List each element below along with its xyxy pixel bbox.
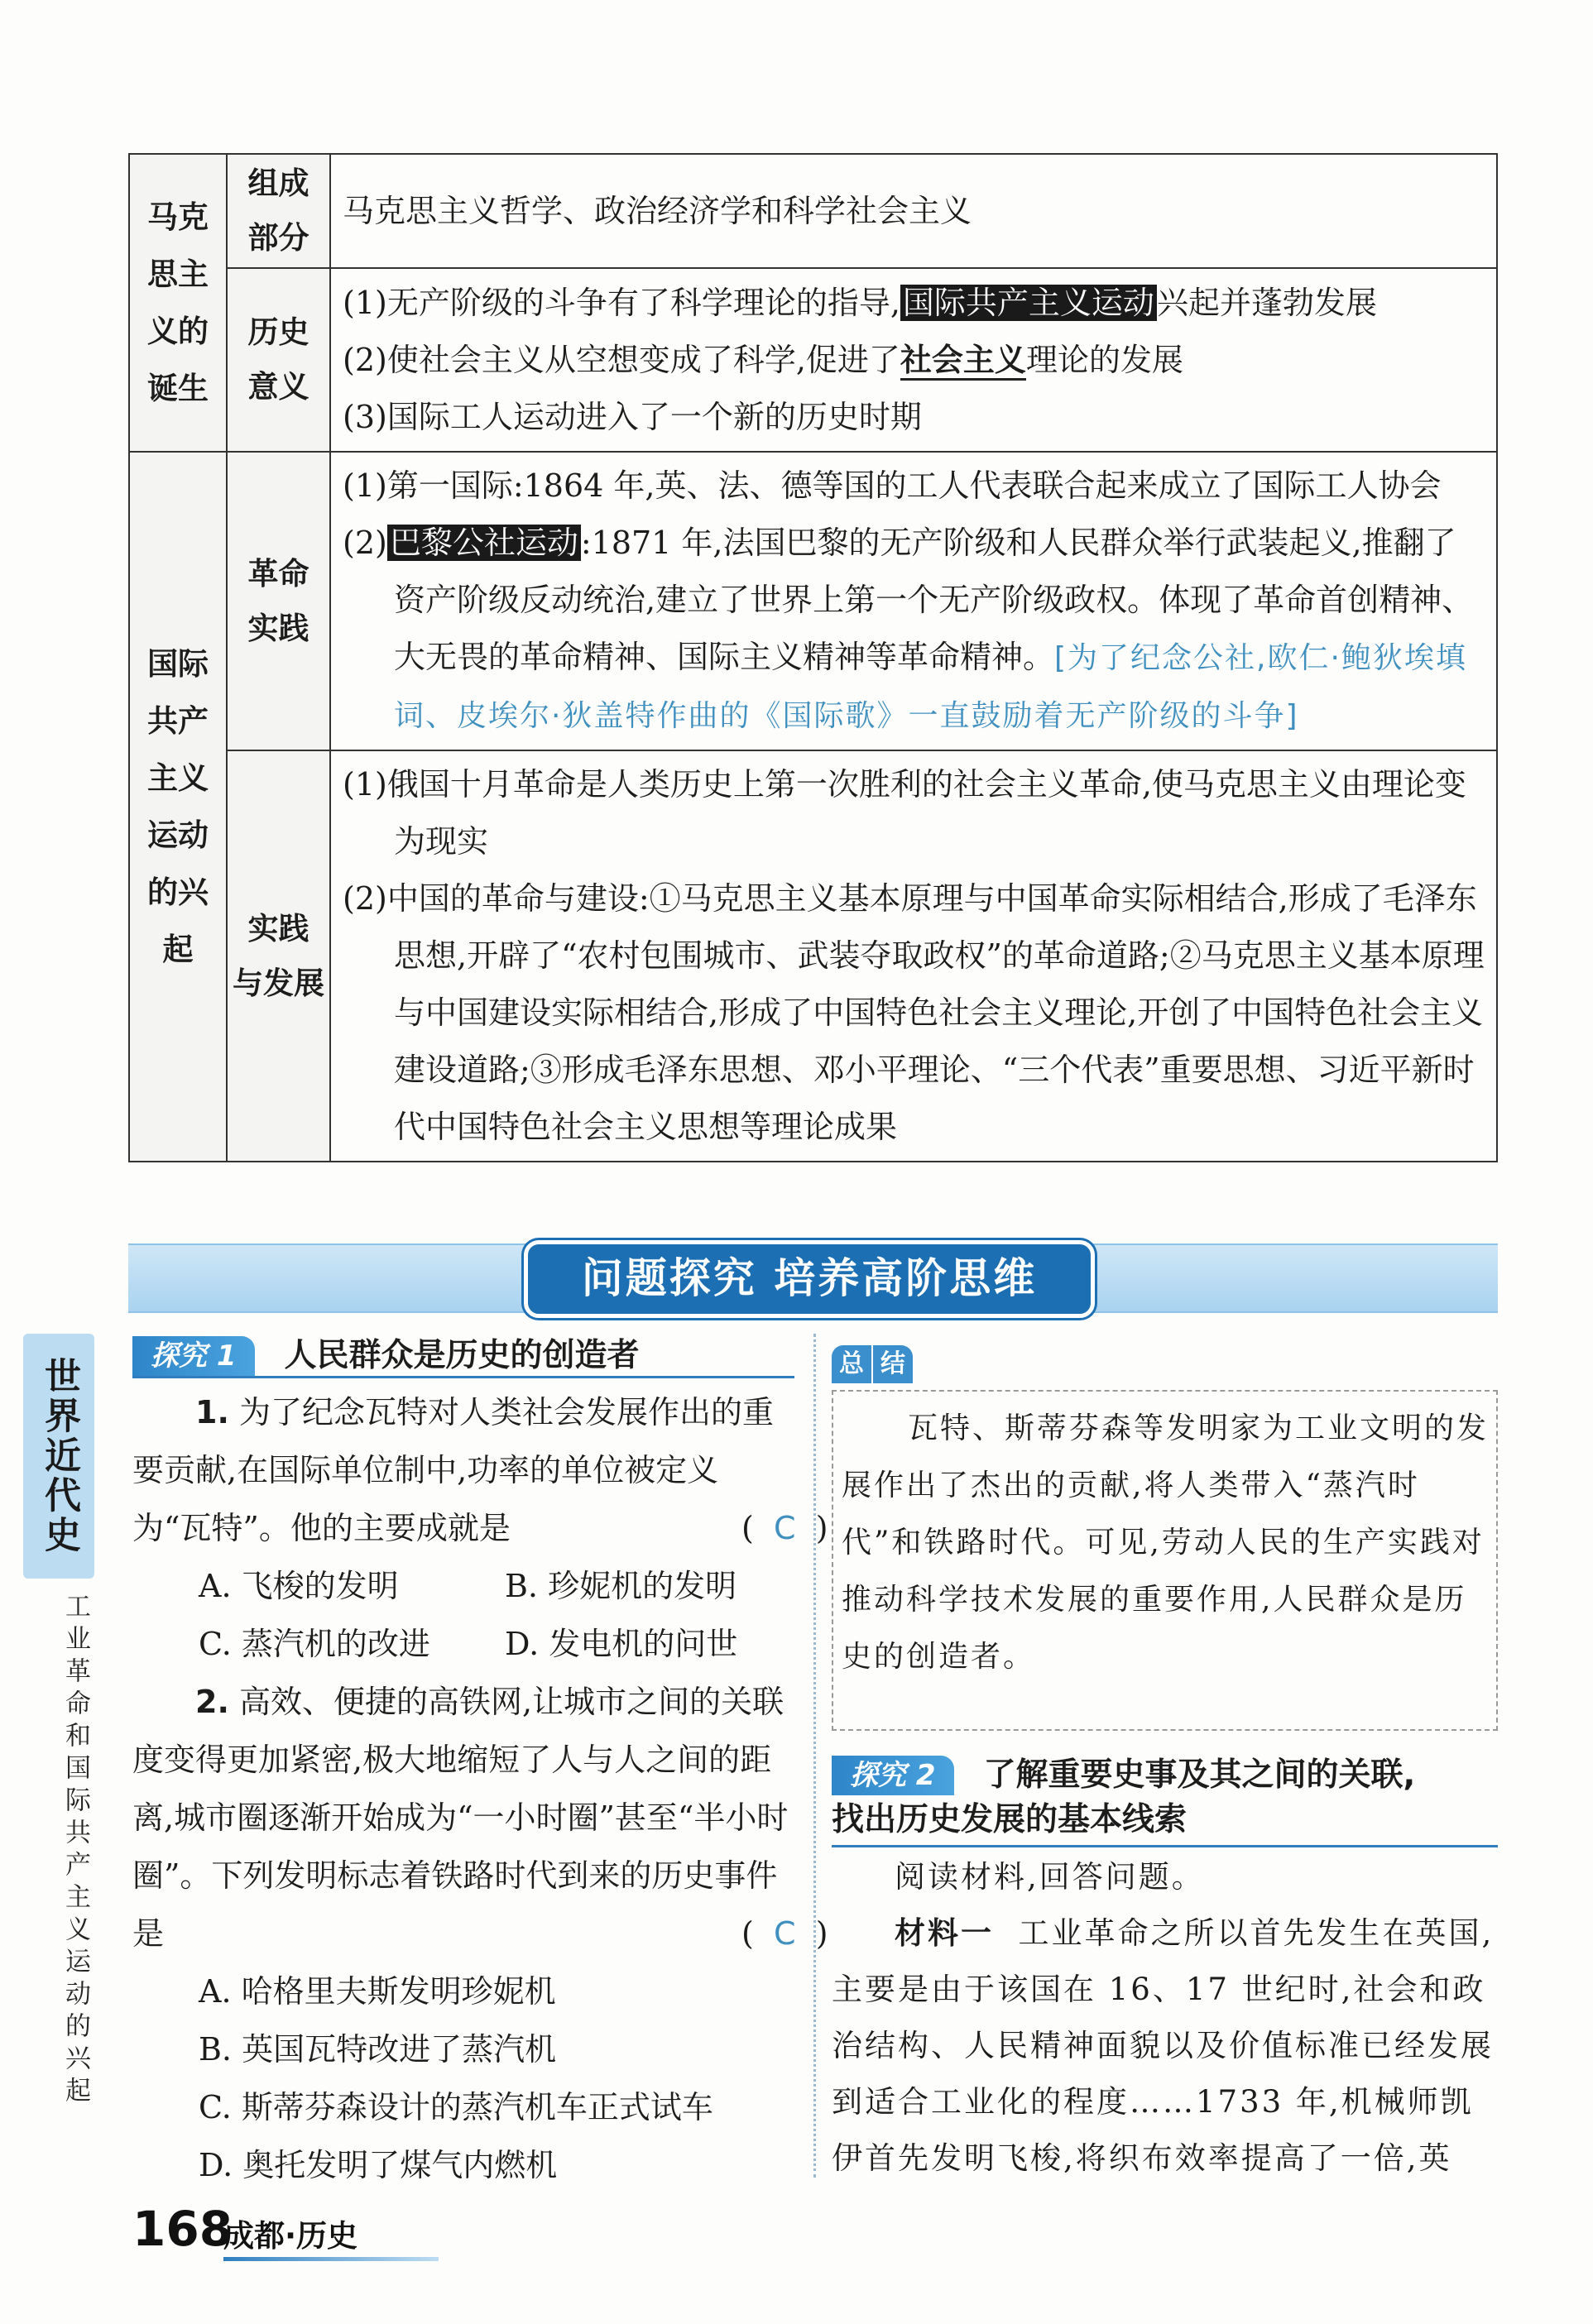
subtopic-significance [227,268,330,452]
topic-line: 思主 [147,256,209,292]
text: (2)使社会主义从空想变成了科学,促进了 [343,341,900,378]
development-point-1: (1)俄国十月革命是人类历史上第一次胜利的社会主义革命,使马克思主义由理论变为现实 [343,766,1466,860]
footer-title: 成都·历史 [223,2218,358,2254]
left-column [132,1332,828,2194]
explore1-tag: 探究 1 [132,1336,255,1376]
summary-label [832,1345,914,1383]
answer-choice: C [773,1915,796,1952]
question-number: 2. [195,1684,229,1720]
option-a: A. 飞梭的发明 [199,1568,399,1604]
option-c: C. 蒸汽机的改进 [199,1626,430,1662]
significance-point-3: (3)国际工人运动进入了一个新的历史时期 [343,398,922,435]
topic-line: 共产 [147,703,209,739]
subtopic-line: 与发展 [233,965,324,1001]
option-b: B. 珍妮机的发明 [505,1568,737,1604]
practice-content [330,452,1497,750]
development-content [330,750,1497,1162]
question-1-stem [132,1383,828,1557]
option-d: D. 发电机的问世 [505,1626,738,1662]
subtopic-line: 革命 [247,555,309,592]
topic-line: 的兴 [147,874,209,910]
topic-line: 马克 [147,199,209,235]
answer-bracket: ( C ) [741,1510,828,1546]
subtopic-line: 意义 [247,369,309,405]
question-text: 高效、便捷的高铁网,让城市之间的关联度变得更加紧密,极大地缩短了人与人之间的距离,城市圈逐渐开始成为“一小时圈”甚至“半小时圈”。下列发明标志着铁路时代到来的历史事件是 [132,1684,789,1952]
side-chapter-title: 工业革命和国际共产主义运动的兴起 [60,1593,90,2109]
explore2-title-line2: 找出历史发展的基本线索 [832,1795,1498,1847]
text: 兴起并蓬勃发展 [1156,284,1377,321]
subtopic-line: 部分 [247,220,309,256]
topic-communist-movement [129,452,227,1162]
question-1 [132,1383,828,1673]
topic-line: 主义 [147,760,209,796]
question-2-stem [132,1673,828,1962]
summary-label-char: 总 [832,1345,871,1383]
highlight-term: 国际共产主义运动 [900,285,1157,321]
option-a: A. 哈格里夫斯发明珍妮机 [199,1973,556,2010]
section-banner [128,1243,1498,1313]
topic-line: 运动 [147,817,209,853]
significance-content [330,268,1497,452]
topic-line: 起 [162,932,194,967]
question-number: 1. [195,1394,229,1430]
topic-line: 国际 [147,646,209,682]
summary-label-char: 结 [873,1345,913,1383]
topic-line: 义的 [147,314,209,349]
explore2-title-line1: 了解重要史事及其之间的关联, [983,1756,1416,1794]
summary-box: 瓦特、斯蒂芬森等发明家为工业文明的发展作出了杰出的贡献,将人类带入“蒸汽时代”和铁路时代。可见,劳动人民的生产实践对推动科学技术发展的重要作用,人民群众是历史的创造者。 [832,1390,1498,1731]
topic-line: 诞生 [147,371,209,406]
highlight-term: 巴黎公社运动 [387,525,581,561]
subtopic-line: 组成 [247,165,309,201]
explore2-header [832,1749,1498,1795]
page-number: 168 [132,2201,233,2257]
material-1 [832,1905,1498,2187]
question-text: 为了纪念瓦特对人类社会发展作出的重要贡献,在国际单位制中,功率的单位被定义为“瓦特”。他的主要成就是 [132,1394,774,1546]
annotation-note: [为了纪念公社,欧仁·鲍狄埃填词、皮埃尔·狄盖特作曲的《国际歌》一直鼓励着无产阶级的斗争] [394,641,1467,733]
reading-instruction: 阅读材料,回答问题。 [895,1859,1205,1895]
knowledge-summary-table [128,153,1498,1162]
option-c: C. 斯蒂芬森设计的蒸汽机车正式试车 [199,2089,713,2125]
question-1-options [132,1557,794,1673]
explore2-tag: 探究 2 [832,1756,954,1795]
practice-point-1: (1)第一国际:1864 年,英、法、德等国的工人代表联合起来成立了国际工人协会 [343,467,1442,504]
text: (2) [343,525,387,561]
significance-point-2 [343,332,1485,389]
subtopic-composition [227,154,330,268]
table-row [129,268,1497,452]
answer-bracket: ( C ) [741,1915,828,1952]
composition-content [330,154,1497,268]
question-2 [132,1673,828,2194]
handwritten-fill: 社会主义 [900,342,1026,381]
text: 理论的发展 [1025,341,1183,378]
table-row [129,452,1497,750]
footer-underline [223,2257,439,2261]
subtopic-line: 实践 [247,910,309,946]
table-row [129,750,1497,1162]
composition-text: 马克思主义哲学、政治经济学和科学社会主义 [343,192,972,229]
topic-marxism-birth [129,154,227,452]
development-point-2: (2)中国的革命与建设:①马克思主义基本原理与中国革命实际相结合,形成了毛泽东思想,开辟了“农村包围城市、武装夺取政权”的革命道路;②马克思主义基本原理与中国建设实际相结合,形成了中国特色社会主义理论,开创了中国特色社会主义建设道路;③形成毛泽东思想、邓小平理论、“三个代表”重要思想、习近平新时代中国特色社会主义思想等理论成果 [343,880,1485,1145]
subtopic-revolutionary-practice [227,452,330,750]
option-d: D. 奥托发明了煤气内燃机 [199,2147,558,2183]
subtopic-practice-development [227,750,330,1162]
table-row [129,154,1497,268]
section-banner-title: 问题探究 培养高阶思维 [524,1240,1095,1318]
subtopic-line: 实践 [247,610,309,646]
text: (1)无产阶级的斗争有了科学理论的指导, [343,284,900,321]
option-b: B. 英国瓦特改进了蒸汽机 [199,2031,557,2068]
material-label: 材料一 [895,1915,994,1951]
side-tab [23,1334,94,1579]
column-divider [813,1334,816,2178]
text: :1871 年,法国巴黎的无产阶级和人民群众举行武装起义,推翻了资产阶级反动统治,建立了世界上第一个无产阶级政权。体现了革命首创精神、大无畏的革命精神、国际主义精神等革命精神。 [394,525,1474,675]
material-text: 工业革命之所以首先发生在英国,主要是由于该国在 16、17 世纪时,社会和政治结构、人民精神面貌以及价值标准已经发展到适合工业化的程度……1733 年,机械师凯伊首先发明飞梭,将织布效率提高了一倍,英 [832,1915,1495,2176]
explore1-title: 人民群众是历史的创造者 [284,1337,640,1374]
practice-point-2 [343,515,1485,745]
side-tab-label: 世界近代史 [38,1357,80,1555]
right-column [832,1332,1498,2187]
answer-choice: C [773,1510,796,1546]
subtopic-line: 历史 [247,314,309,350]
significance-point-1 [343,275,1485,332]
explore1-header [132,1332,794,1378]
